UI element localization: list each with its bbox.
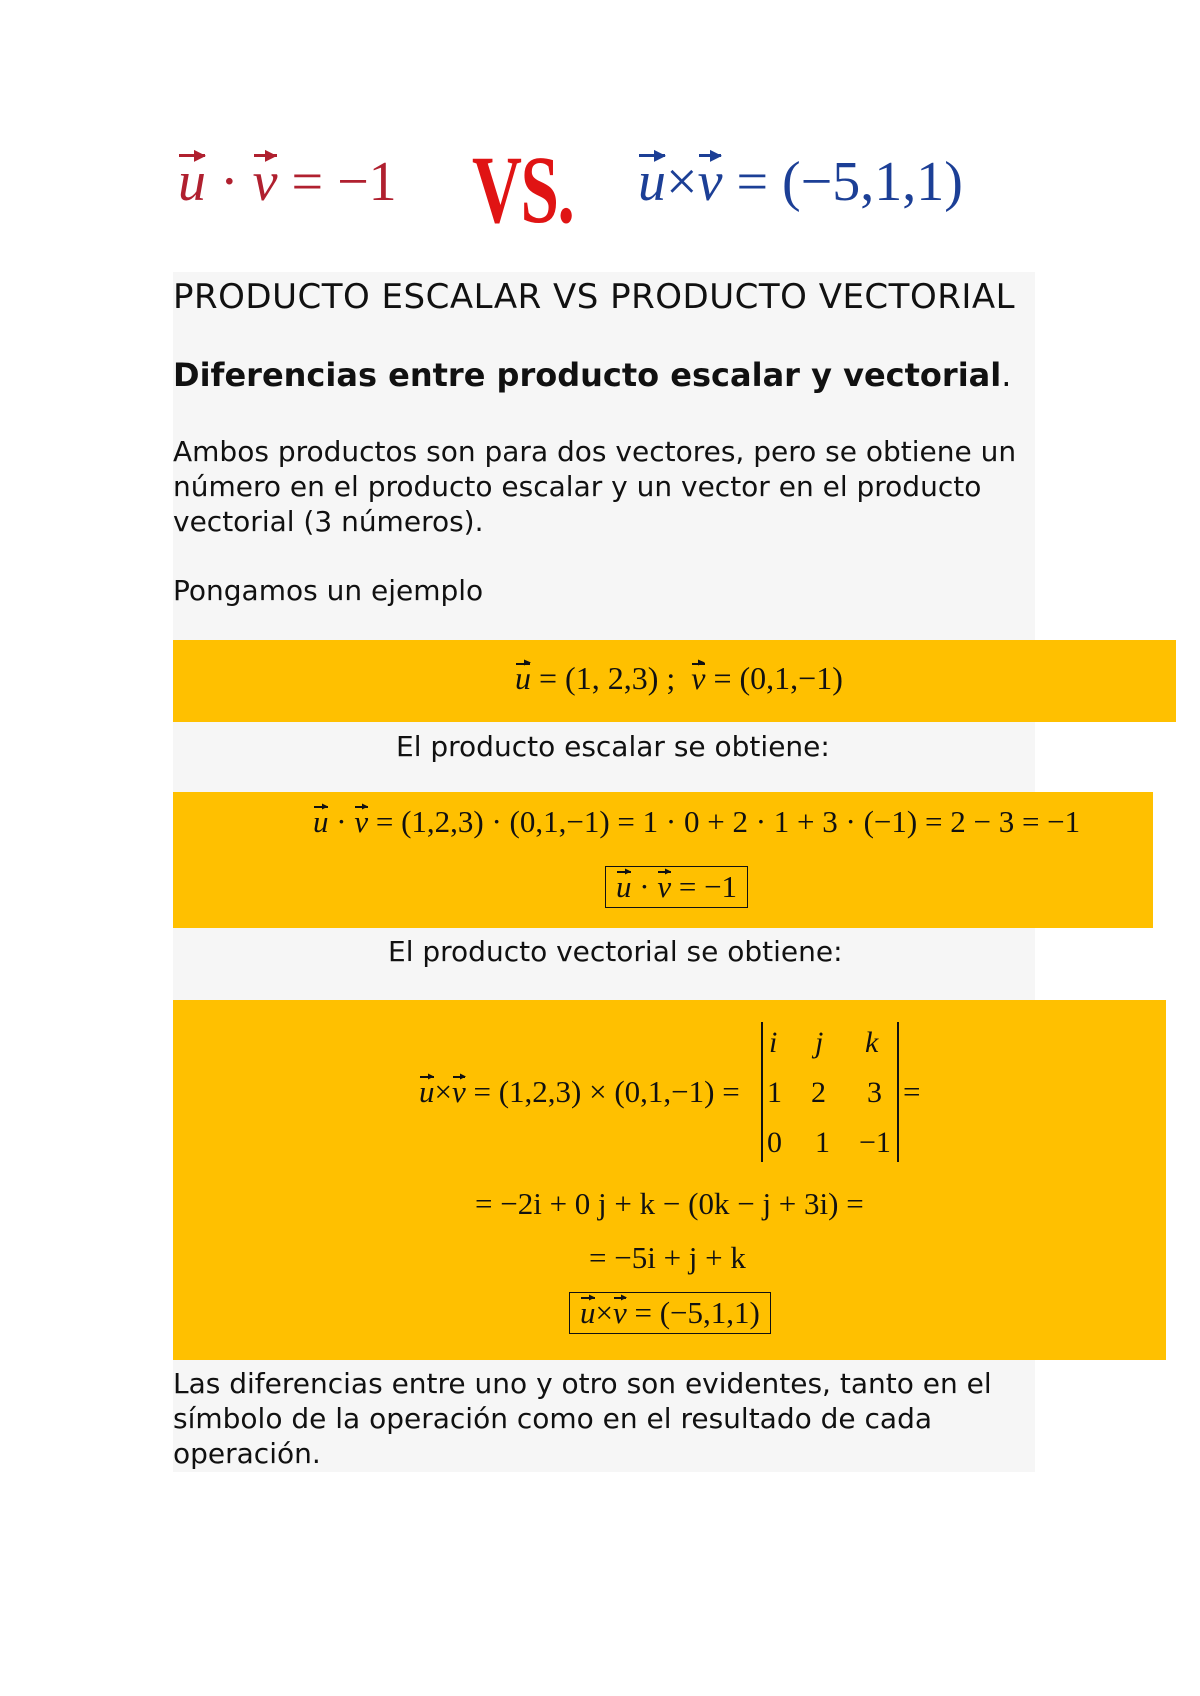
cross-product-boxed-result [569,1292,771,1334]
vector-v-value: = (0,1,−1) [713,660,843,696]
cross-product-first-line [419,1074,740,1110]
cross-product-line-2: = −2i + 0 j + k − (0k − j + 3i) = [475,1186,864,1221]
dot-product-line: = (1,2,3) · (0,1,−1) = 1 · 0 + 2 · 1 + 3 · (−1) = 2 − 3 = −1 [375,804,1081,839]
vectors-definition-box [173,640,1176,722]
det-cell: k [865,1026,879,1059]
vector-v-symbol: v [691,660,706,696]
vector-u-value: = (1, 2,3) ; [539,660,676,696]
cross-product-line-1: = (1,2,3) × (0,1,−1) = [473,1074,740,1109]
det-cell: 0 [767,1126,782,1159]
vector-v-symbol: v [657,869,672,904]
vector-v-symbol: v [612,1295,627,1330]
dot-product-boxed-result [605,866,748,908]
dot-boxed-value: = −1 [678,869,738,904]
section-subtitle [173,356,1033,394]
dot-operator: · [220,151,239,213]
vector-v-symbol: v [697,151,723,213]
dot-product-calculation [313,804,1080,840]
determinant-matrix [761,1022,899,1162]
det-cell: j [815,1026,824,1059]
vs-label: VS. [472,136,574,243]
det-cell: −1 [859,1126,891,1159]
subtitle-period: . [1001,356,1012,394]
dot-operator: · [639,869,650,904]
vector-v-symbol: v [354,804,369,839]
page-title: PRODUCTO ESCALAR VS PRODUCTO VECTORIAL [173,277,1016,317]
det-cell: 2 [811,1076,826,1109]
vector-u-symbol: u [178,151,206,213]
vector-u-symbol: u [616,869,632,904]
cross-product-caption: El producto vectorial se obtiene: [388,935,843,968]
vector-v-symbol: v [451,1074,466,1109]
vectors-definition-formula [515,660,843,697]
cross-product-box [173,1000,1166,1360]
vector-v-symbol: v [252,151,278,213]
cross-operator: × [434,1074,452,1109]
dot-operator: · [336,804,347,839]
closing-paragraph: Las diferencias entre uno y otro son evidentes, tanto en el símbolo de la operación como en el resultado de cada operación. [173,1367,992,1470]
vector-u-symbol: u [313,804,329,839]
dot-product-banner-formula [178,150,397,214]
cross-banner-result: = (−5,1,1) [736,151,963,213]
subtitle-text: Diferencias entre producto escalar y vectorial [173,356,1002,394]
dot-product-box [173,792,1153,928]
cross-boxed-value: = (−5,1,1) [634,1295,760,1330]
det-cell: 1 [767,1076,782,1109]
cross-product-banner-formula [638,150,963,214]
vector-u-symbol: u [580,1295,596,1330]
intro-paragraph: Ambos productos son para dos vectores, pero se obtiene un número en el producto escalar y un vector en el producto vectorial (3 números). [173,435,1017,538]
det-cell: 1 [815,1126,830,1159]
cross-after-determinant: = [903,1074,921,1109]
det-cell: 3 [867,1076,882,1109]
example-label: Pongamos un ejemplo [173,574,484,607]
vector-u-symbol: u [419,1074,435,1109]
cross-operator: × [595,1295,613,1330]
dot-banner-result: = −1 [291,151,397,213]
vector-u-symbol: u [515,660,531,696]
det-cell: i [769,1026,778,1059]
vector-u-symbol: u [638,151,666,213]
cross-operator: × [666,151,698,213]
cross-product-line-3: = −5i + j + k [589,1240,746,1275]
dot-product-caption: El producto escalar se obtiene: [396,730,830,763]
title-banner [172,136,1032,260]
